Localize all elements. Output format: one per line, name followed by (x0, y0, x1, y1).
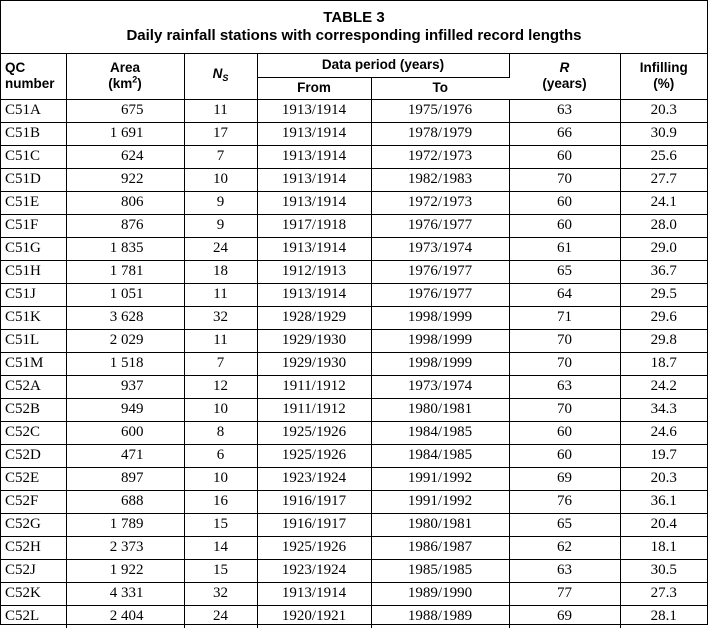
header-from: From (257, 77, 371, 99)
infilling-cell: 30.9 (620, 122, 707, 145)
table-row (1, 99, 707, 122)
infilling-cell: 29.5 (620, 283, 707, 306)
table-subtitle: Daily rainfall stations with corresponding infilled record lengths (126, 27, 582, 44)
r-cell: 60 (509, 145, 620, 168)
infilling-cell: 20.4 (620, 513, 707, 536)
table-row (1, 490, 707, 513)
to-cell: 1973/1974 (371, 237, 509, 260)
r-cell: 65 (509, 260, 620, 283)
area-cell: 1 789 (66, 513, 184, 536)
qc-number-cell: C52B (1, 398, 66, 421)
table-row (1, 421, 707, 444)
from-cell: 1911/1912 (257, 398, 371, 421)
r-cell: 60 (509, 191, 620, 214)
r-cell: 70 (509, 168, 620, 191)
qc-number-cell: C51C (1, 145, 66, 168)
ns-cell: 24 (184, 605, 257, 628)
area-cell: 876 (66, 214, 184, 237)
header-to: To (371, 77, 509, 99)
table-row (1, 467, 707, 490)
area-cell: 1 051 (66, 283, 184, 306)
ns-cell: 15 (184, 559, 257, 582)
header-r-main: R (559, 60, 570, 76)
to-cell: 1998/1999 (371, 352, 509, 375)
header-infilling (620, 54, 707, 99)
table-row (1, 260, 707, 283)
from-cell: 1916/1917 (257, 490, 371, 513)
header-qc-number (1, 54, 66, 99)
from-cell: 1913/1914 (257, 191, 371, 214)
ns-cell: 15 (184, 513, 257, 536)
r-cell: 66 (509, 122, 620, 145)
infilling-cell: 27.3 (620, 582, 707, 605)
ns-cell: 9 (184, 214, 257, 237)
r-cell: 69 (509, 467, 620, 490)
from-cell: 1929/1930 (257, 352, 371, 375)
r-cell: 69 (509, 605, 620, 628)
rainfall-stations-table (1, 54, 707, 628)
r-cell: 62 (509, 536, 620, 559)
from-cell: 1913/1914 (257, 237, 371, 260)
to-cell: 1972/1973 (371, 191, 509, 214)
r-cell: 64 (509, 283, 620, 306)
ns-cell: 11 (184, 99, 257, 122)
to-cell: 1989/1990 (371, 582, 509, 605)
to-cell: 1998/1999 (371, 329, 509, 352)
ns-cell: 10 (184, 398, 257, 421)
to-cell: 1982/1983 (371, 168, 509, 191)
infilling-cell: 19.7 (620, 444, 707, 467)
header-area-unit-post: ) (137, 76, 142, 92)
from-cell: 1917/1918 (257, 214, 371, 237)
from-cell: 1916/1917 (257, 513, 371, 536)
qc-number-cell: C51K (1, 306, 66, 329)
qc-number-cell: C52F (1, 490, 66, 513)
from-cell: 1925/1926 (257, 421, 371, 444)
from-cell: 1913/1914 (257, 122, 371, 145)
ns-cell: 7 (184, 352, 257, 375)
qc-number-cell: C51A (1, 99, 66, 122)
infilling-cell: 24.1 (620, 191, 707, 214)
infilling-cell: 36.7 (620, 260, 707, 283)
from-cell: 1923/1924 (257, 467, 371, 490)
r-cell: 63 (509, 559, 620, 582)
table-row (1, 375, 707, 398)
infilling-cell: 24.2 (620, 375, 707, 398)
ns-cell: 17 (184, 122, 257, 145)
qc-number-cell: C51D (1, 168, 66, 191)
qc-number-cell: C52C (1, 421, 66, 444)
to-cell: 1972/1973 (371, 145, 509, 168)
area-cell: 688 (66, 490, 184, 513)
from-cell: 1925/1926 (257, 536, 371, 559)
from-cell: 1913/1914 (257, 145, 371, 168)
to-cell: 1991/1992 (371, 467, 509, 490)
table-row (1, 582, 707, 605)
header-ns-sub: S (222, 73, 229, 84)
qc-number-cell: C51M (1, 352, 66, 375)
from-cell: 1913/1914 (257, 168, 371, 191)
header-qc-line2: number (5, 76, 55, 92)
r-cell: 63 (509, 375, 620, 398)
table-row (1, 329, 707, 352)
qc-number-cell: C51F (1, 214, 66, 237)
from-cell: 1912/1913 (257, 260, 371, 283)
header-infilling-line1: Infilling (639, 60, 688, 76)
area-cell: 2 404 (66, 605, 184, 628)
table-row (1, 605, 707, 628)
ns-cell: 9 (184, 191, 257, 214)
r-cell: 61 (509, 237, 620, 260)
area-cell: 600 (66, 421, 184, 444)
infilling-cell: 27.7 (620, 168, 707, 191)
header-area-line1: Area (109, 60, 141, 76)
header-data-period: Data period (years) (257, 54, 509, 77)
header-qc-line1: QC (5, 60, 26, 76)
to-cell: 1985/1985 (371, 559, 509, 582)
header-r (509, 54, 620, 99)
ns-cell: 14 (184, 536, 257, 559)
infilling-cell: 20.3 (620, 99, 707, 122)
table-body (1, 99, 707, 628)
ns-cell: 32 (184, 582, 257, 605)
qc-number-cell: C51L (1, 329, 66, 352)
to-cell: 1998/1999 (371, 306, 509, 329)
table-row (1, 237, 707, 260)
ns-cell: 32 (184, 306, 257, 329)
to-cell: 1980/1981 (371, 513, 509, 536)
ns-cell: 24 (184, 237, 257, 260)
ns-cell: 12 (184, 375, 257, 398)
area-cell: 922 (66, 168, 184, 191)
r-cell: 70 (509, 352, 620, 375)
qc-number-cell: C52K (1, 582, 66, 605)
qc-number-cell: C52G (1, 513, 66, 536)
ns-cell: 18 (184, 260, 257, 283)
infilling-cell: 18.1 (620, 536, 707, 559)
area-cell: 471 (66, 444, 184, 467)
r-cell: 63 (509, 99, 620, 122)
table-row (1, 444, 707, 467)
qc-number-cell: C52L (1, 605, 66, 628)
r-cell: 60 (509, 444, 620, 467)
from-cell: 1913/1914 (257, 582, 371, 605)
infilling-cell: 29.6 (620, 306, 707, 329)
area-cell: 1 518 (66, 352, 184, 375)
to-cell: 1984/1985 (371, 421, 509, 444)
area-cell: 897 (66, 467, 184, 490)
from-cell: 1911/1912 (257, 375, 371, 398)
ns-cell: 11 (184, 329, 257, 352)
qc-number-cell: C51H (1, 260, 66, 283)
table-row (1, 559, 707, 582)
table-title: TABLE 3 (323, 9, 385, 26)
area-cell: 2 373 (66, 536, 184, 559)
infilling-cell: 28.0 (620, 214, 707, 237)
qc-number-cell: C51J (1, 283, 66, 306)
infilling-cell: 36.1 (620, 490, 707, 513)
ns-cell: 10 (184, 467, 257, 490)
header-ns (184, 54, 257, 99)
to-cell: 1988/1989 (371, 605, 509, 628)
r-cell: 60 (509, 421, 620, 444)
r-cell: 70 (509, 398, 620, 421)
area-cell: 2 029 (66, 329, 184, 352)
qc-number-cell: C52D (1, 444, 66, 467)
table-row (1, 352, 707, 375)
infilling-cell: 18.7 (620, 352, 707, 375)
table-row (1, 283, 707, 306)
area-cell: 949 (66, 398, 184, 421)
qc-number-cell: C52J (1, 559, 66, 582)
to-cell: 1980/1981 (371, 398, 509, 421)
header-r-unit: (years) (542, 76, 587, 92)
to-cell: 1986/1987 (371, 536, 509, 559)
table-row (1, 398, 707, 421)
area-cell: 3 628 (66, 306, 184, 329)
header-ns-main: N (212, 66, 223, 82)
from-cell: 1929/1930 (257, 329, 371, 352)
to-cell: 1978/1979 (371, 122, 509, 145)
infilling-cell: 30.5 (620, 559, 707, 582)
from-cell: 1923/1924 (257, 559, 371, 582)
header-area-unit-pre: (km (108, 76, 133, 92)
qc-number-cell: C51B (1, 122, 66, 145)
to-cell: 1991/1992 (371, 490, 509, 513)
ns-cell: 11 (184, 283, 257, 306)
ns-cell: 7 (184, 145, 257, 168)
area-cell: 4 331 (66, 582, 184, 605)
area-cell: 1 691 (66, 122, 184, 145)
header-infilling-line2: (%) (653, 76, 675, 92)
to-cell: 1976/1977 (371, 260, 509, 283)
r-cell: 65 (509, 513, 620, 536)
from-cell: 1913/1914 (257, 99, 371, 122)
table-caption (1, 1, 707, 54)
qc-number-cell: C52A (1, 375, 66, 398)
infilling-cell: 29.0 (620, 237, 707, 260)
r-cell: 77 (509, 582, 620, 605)
to-cell: 1973/1974 (371, 375, 509, 398)
area-cell: 624 (66, 145, 184, 168)
header-area (66, 54, 184, 99)
infilling-cell: 34.3 (620, 398, 707, 421)
infilling-cell: 29.8 (620, 329, 707, 352)
to-cell: 1975/1976 (371, 99, 509, 122)
area-cell: 675 (66, 99, 184, 122)
from-cell: 1928/1929 (257, 306, 371, 329)
r-cell: 60 (509, 214, 620, 237)
to-cell: 1984/1985 (371, 444, 509, 467)
r-cell: 71 (509, 306, 620, 329)
qc-number-cell: C52H (1, 536, 66, 559)
ns-cell: 6 (184, 444, 257, 467)
table-row (1, 122, 707, 145)
table-row (1, 214, 707, 237)
infilling-cell: 24.6 (620, 421, 707, 444)
qc-number-cell: C51E (1, 191, 66, 214)
from-cell: 1913/1914 (257, 283, 371, 306)
from-cell: 1920/1921 (257, 605, 371, 628)
area-cell: 1 922 (66, 559, 184, 582)
from-cell: 1925/1926 (257, 444, 371, 467)
area-cell: 1 835 (66, 237, 184, 260)
ns-cell: 10 (184, 168, 257, 191)
infilling-cell: 25.6 (620, 145, 707, 168)
table-row (1, 536, 707, 559)
table-row (1, 513, 707, 536)
to-cell: 1976/1977 (371, 214, 509, 237)
table-row (1, 145, 707, 168)
infilling-cell: 20.3 (620, 467, 707, 490)
qc-number-cell: C51G (1, 237, 66, 260)
table-row (1, 191, 707, 214)
to-cell: 1976/1977 (371, 283, 509, 306)
header-area-unit-sup: 2 (132, 74, 138, 85)
area-cell: 937 (66, 375, 184, 398)
ns-cell: 16 (184, 490, 257, 513)
table-row (1, 306, 707, 329)
r-cell: 70 (509, 329, 620, 352)
area-cell: 806 (66, 191, 184, 214)
r-cell: 76 (509, 490, 620, 513)
infilling-cell: 28.1 (650, 608, 677, 624)
area-cell: 1 781 (66, 260, 184, 283)
ns-cell: 8 (184, 421, 257, 444)
qc-number-cell: C52E (1, 467, 66, 490)
table-row (1, 168, 707, 191)
